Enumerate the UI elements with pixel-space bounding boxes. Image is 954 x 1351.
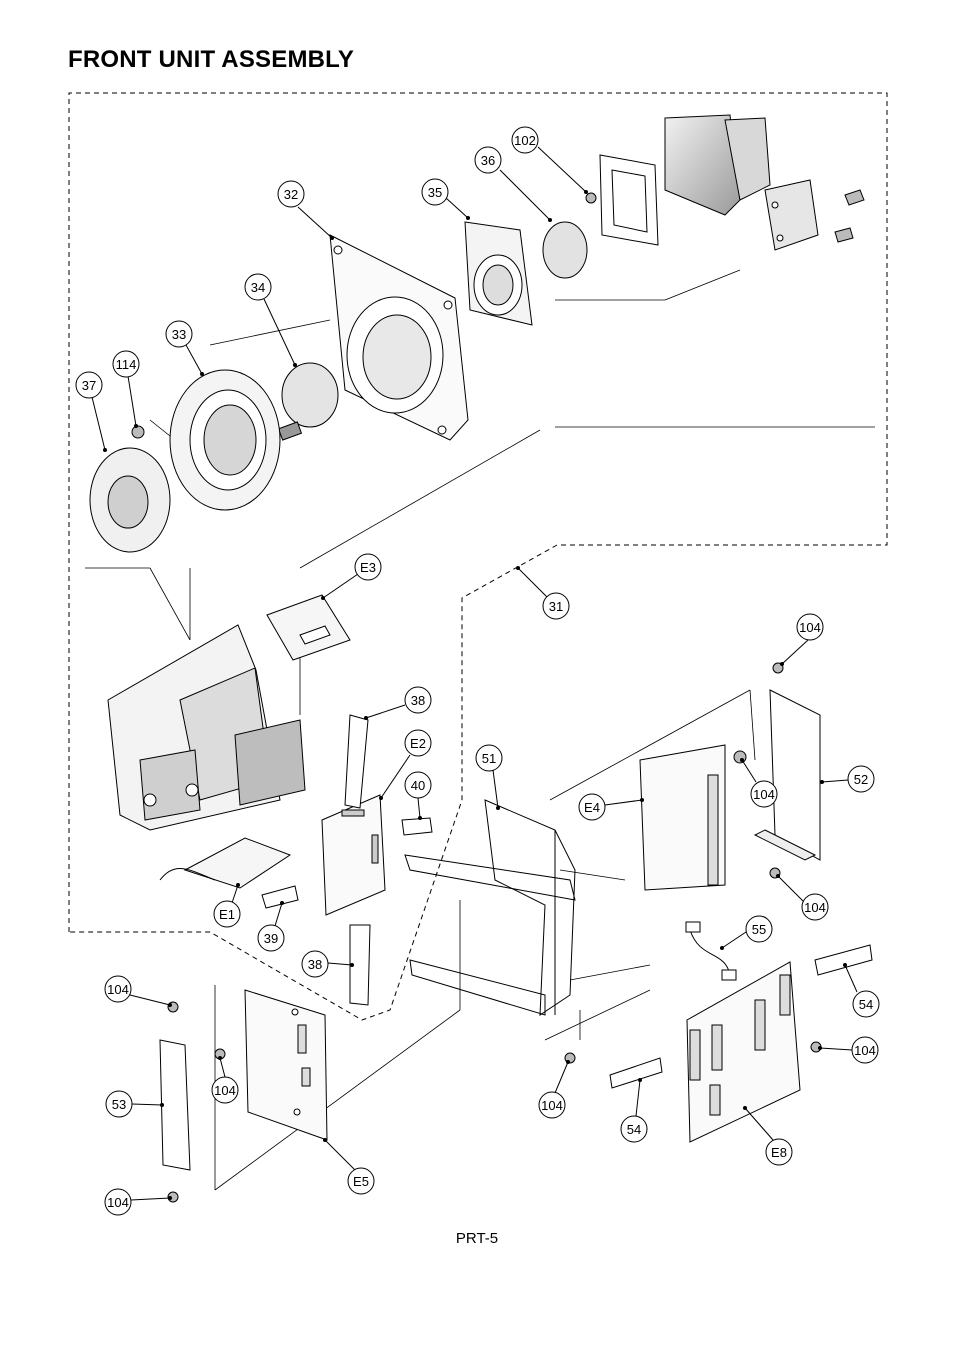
part-E3-board: [267, 595, 350, 660]
callout-label: 104: [107, 982, 129, 997]
part-55-cable: [686, 922, 736, 980]
callout-label: 114: [115, 357, 137, 372]
callout-label: E8: [771, 1145, 787, 1160]
callout-label: 53: [111, 1097, 127, 1112]
callout-label: 39: [263, 931, 279, 946]
callout-label: 33: [171, 327, 187, 342]
callout-114: [113, 351, 139, 428]
prism-unit: [600, 115, 864, 250]
callout-53: [106, 1091, 164, 1117]
callout-label: 102: [514, 133, 536, 148]
callout-104-e: [818, 1037, 878, 1063]
callout-label: 34: [250, 280, 266, 295]
callout-label: 52: [853, 772, 869, 787]
callout-40: [405, 772, 431, 820]
callout-E3: [321, 554, 381, 600]
callout-label: 31: [548, 599, 564, 614]
callout-label: 38: [307, 957, 323, 972]
callout-label: E4: [584, 800, 600, 815]
callout-label: 54: [858, 997, 874, 1012]
callout-32: [278, 181, 334, 240]
part-E1-board: [160, 838, 290, 888]
callout-label: 55: [751, 922, 767, 937]
callout-label: 104: [214, 1083, 236, 1098]
front-body-block: [108, 625, 305, 830]
part-32-mount-plate: [330, 235, 468, 440]
callout-104-f: [212, 1056, 238, 1103]
part-52-cover: [755, 663, 820, 878]
callout-label: 104: [804, 900, 826, 915]
callout-104-h: [105, 1189, 172, 1215]
callout-label: 104: [854, 1043, 876, 1058]
part-35-36: [465, 193, 596, 325]
callout-label: 104: [799, 620, 821, 635]
callout-51: [476, 745, 502, 810]
callout-E4: [579, 794, 644, 820]
callout-label: 51: [481, 751, 497, 766]
callout-54-a: [843, 963, 879, 1017]
callout-37: [76, 372, 107, 452]
page-number: PRT-5: [455, 1230, 499, 1247]
callout-38-a: [364, 687, 431, 720]
callout-52: [820, 766, 874, 792]
part-E5-board: [215, 990, 327, 1140]
callout-38-b: [302, 951, 354, 977]
callout-54-b: [621, 1078, 647, 1142]
callout-104-d: [105, 976, 172, 1007]
callout-label: 38: [410, 693, 426, 708]
callout-102: [512, 127, 588, 194]
callout-35: [422, 179, 470, 220]
callout-E5: [323, 1138, 374, 1194]
callout-label: 40: [410, 778, 426, 793]
callout-31: [516, 566, 569, 619]
callout-label: 54: [626, 1122, 642, 1137]
callout-33: [166, 321, 204, 376]
callout-label: E1: [219, 907, 235, 922]
part-E4-board: [640, 745, 746, 890]
callout-34: [245, 274, 297, 367]
page-title: FRONT UNIT ASSEMBLY: [68, 46, 355, 73]
callout-label: E5: [353, 1174, 369, 1189]
callout-104-c: [776, 874, 828, 920]
callout-label: 104: [753, 787, 775, 802]
callout-E8: [743, 1106, 792, 1165]
callout-label: E3: [360, 560, 376, 575]
callout-label: 36: [480, 153, 496, 168]
callout-label: 32: [283, 187, 299, 202]
part-37-cap: [90, 448, 170, 552]
part-34-disk: [279, 363, 338, 440]
callout-104-b: [740, 758, 777, 807]
callout-36: [475, 147, 552, 222]
callout-104-a: [780, 614, 823, 666]
callout-39: [258, 901, 284, 951]
callout-E1: [214, 883, 240, 927]
callout-label: 104: [541, 1098, 563, 1113]
callout-55: [720, 916, 772, 950]
callout-label: 104: [107, 1195, 129, 1210]
callout-label: E2: [410, 736, 426, 751]
callout-104-g: [539, 1060, 570, 1118]
callout-label: 35: [427, 185, 443, 200]
part-E8-board: [610, 945, 872, 1142]
callout-label: 37: [81, 378, 97, 393]
